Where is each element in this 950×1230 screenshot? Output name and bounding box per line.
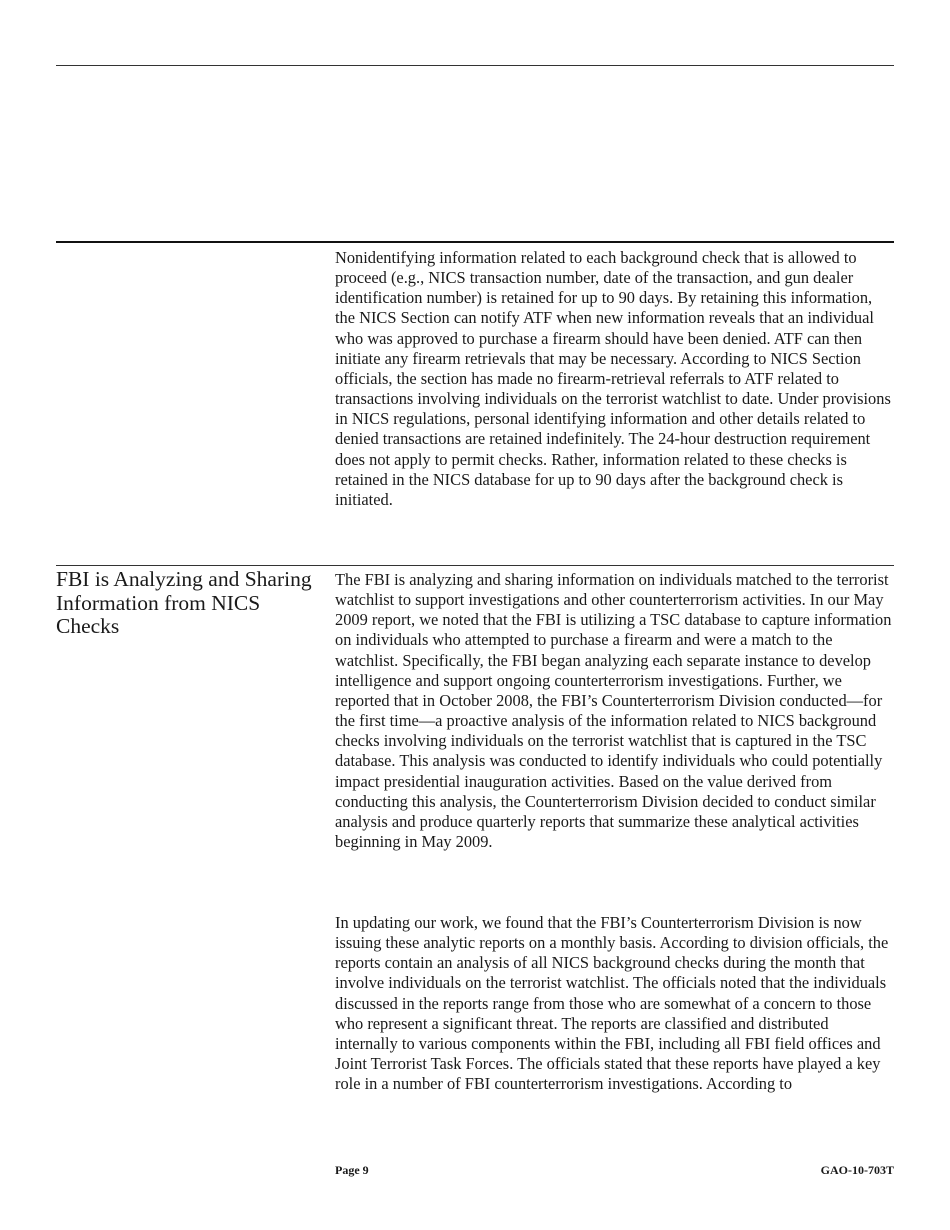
- section-paragraph-1: The FBI is analyzing and sharing information on individuals matched to the terrorist watchlist to support investigations and other counterterrorism activities. In our May 2009 report, we noted that the FBI is utilizing a TSC database to capture information on individuals who attempted to purchase a firearm and were a match to the watchlist. Specifically, the FBI began analyzing each separate instance to develop intelligence and support ongoing counterterrorism investigations. Further, we reported that in October 2008, the FBI’s Counterterrorism Division conducted—for the first time—a proactive analysis of the information related to NICS background checks involving individuals on the terrorist watchlist that is captured in the TSC database. This analysis was conducted to identify individuals who could potentially impact presidential inauguration activities. Based on the value derived from conducting this analysis, the Counterterrorism Division decided to conduct similar analysis and produce quarterly reports that summarize these analytical activities beginning in May 2009.: [335, 570, 892, 852]
- section-heading: FBI is Analyzing and Sharing Information from NICS Checks: [56, 567, 312, 638]
- header-rule: [56, 65, 894, 66]
- section-divider-rule: [56, 565, 894, 566]
- section-paragraph-2: In updating our work, we found that the FBI’s Counterterrorism Division is now issuing these analytic reports on a monthly basis. According to division officials, the reports contain an analysis of all NICS background checks during the month that involve individuals on the terrorist watchlist. The officials noted that the individuals discussed in the reports range from those who are somewhat of a concern to those who represent a significant threat. The reports are classified and distributed internally to various components within the FBI, including all FBI field offices and Joint Terrorist Task Forces. The officials stated that these reports have played a key role in a number of FBI counterterrorism investigations. According to: [335, 913, 889, 1094]
- page-number: Page 9: [335, 1163, 369, 1177]
- retention-paragraph: Nonidentifying information related to each background check that is allowed to proceed (e.g., NICS transaction number, date of the transaction, and gun dealer identification number) is retained for up to 90 days. By retaining this information, the NICS Section can notify ATF when new information reveals that an individual who was approved to purchase a firearm should have been denied. ATF can then initiate any firearm retrievals that may be necessary. According to NICS Section officials, the section has made no firearm-retrieval referrals to ATF related to transactions involving individuals on the terrorist watchlist to date. Under provisions in NICS regulations, personal identifying information and other details related to denied transactions are retained indefinitely. The 24-hour destruction requirement does not apply to permit checks. Rather, information related to these checks is retained in the NICS database for up to 90 days after the background check is initiated.: [335, 248, 891, 509]
- report-id: GAO-10-703T: [820, 1163, 894, 1177]
- section-top-rule: [56, 241, 894, 243]
